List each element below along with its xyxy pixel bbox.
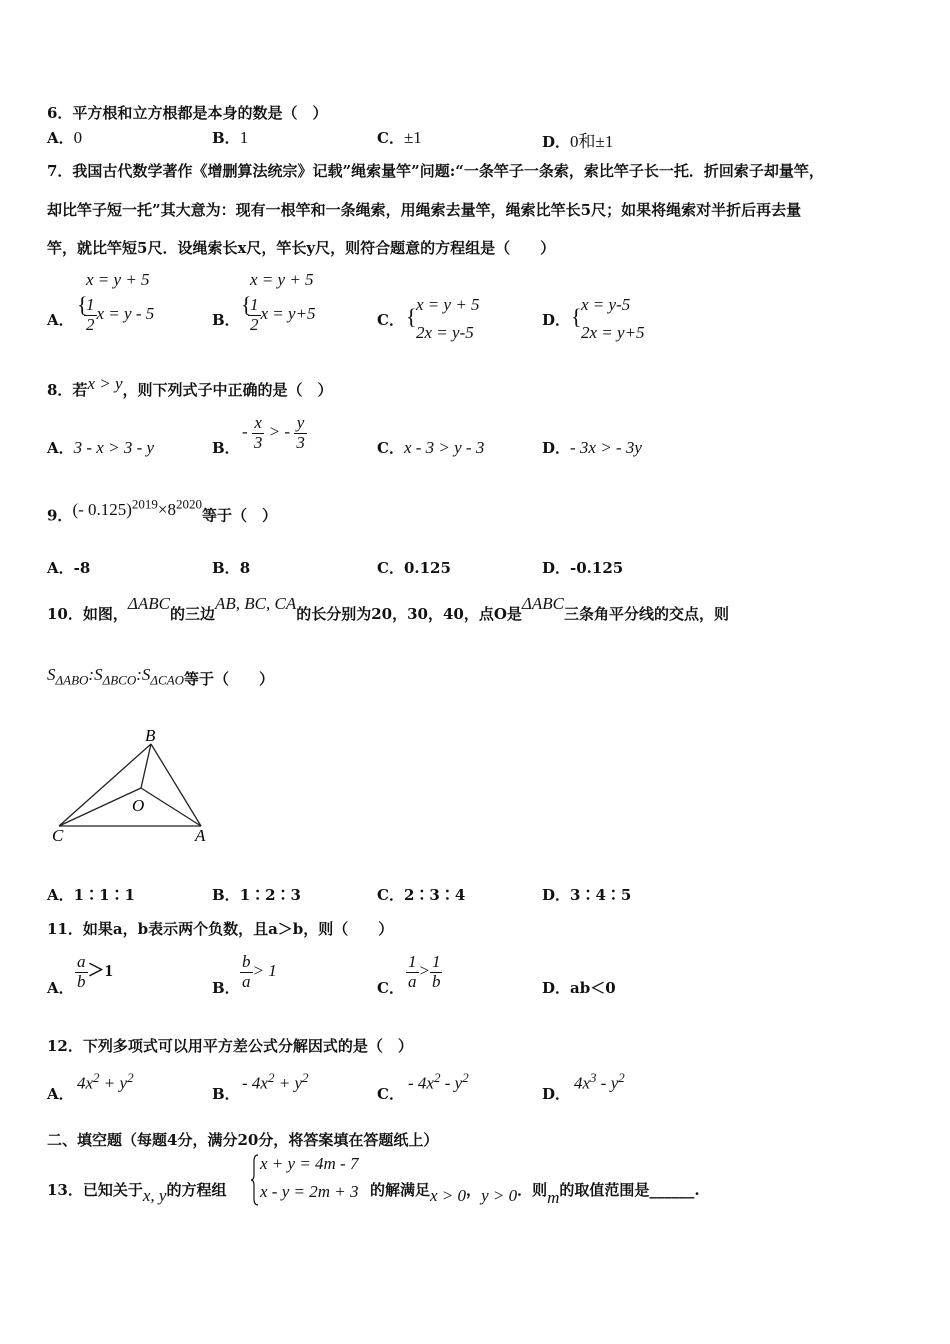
q11-option-a-label: A． (47, 979, 74, 997)
q8-option-c: C．x - 3 > y - 3 (377, 438, 485, 457)
q9-option-d: D．-0.125 (542, 559, 624, 577)
q13-system-brace (250, 1153, 260, 1207)
q7-stem-line1: 7．我国古代数学著作《增删算法统宗》记载”绳索量竿”问题:“一条竿子一条索，索比竿子长一托．折回索子却量竿， (47, 162, 824, 180)
q7-option-c-brace: { (406, 304, 417, 329)
q7-option-a-brace: { (77, 292, 88, 317)
segment-bo (141, 744, 151, 788)
q10-stem-line2: $S_{\Delta ABO}:S_{\Delta BCO}:S_{\Delta CAO}$等于（ ） (47, 665, 275, 688)
q7-option-d-brace: { (571, 304, 582, 329)
q12-option-a-expr: $4x^2 + y^2$ (77, 1070, 134, 1093)
q11-option-a-expr: $\frac{a}{b}$ ＞1 (77, 952, 113, 991)
q7-option-b-label: B． (212, 311, 240, 329)
q12-option-a-label: A． (47, 1085, 74, 1103)
q7-option-c-eq1: x = y + 5 (416, 295, 480, 314)
q9-option-a: A．-8 (47, 559, 91, 577)
q8-option-b-label: B． (212, 439, 240, 457)
q11-option-c-label: C． (377, 979, 404, 997)
q10-option-b: B．1∶2∶3 (212, 886, 301, 904)
q12-stem: 12．下列多项式可以用平方差公式分解因式的是（ ） (47, 1037, 413, 1055)
q13-stem-start: 13．已知关于x, y的方程组 (47, 1181, 227, 1205)
q12-option-d-label: D． (542, 1085, 571, 1103)
q9-stem: 9．(- $0.125)^{2019}\times 8^{2020}$等于（ ） (47, 496, 278, 525)
q6-option-c: C．±1 (377, 128, 422, 147)
q7-option-d-label: D． (542, 311, 571, 329)
q8-option-b-expr: - $\frac{x}{3}$ > - $\frac{y}{3}$ (242, 413, 305, 452)
q9-option-c: C．0.125 (377, 559, 451, 577)
segment-ba (151, 744, 201, 826)
q7-option-a-eq2: $\frac{1}{2}$ x = y - 5 (86, 295, 155, 334)
q9-option-b: B．8 (212, 559, 251, 577)
q7-option-c-eq2: 2x = y-5 (416, 323, 474, 342)
q11-option-c-expr: $\frac{1}{a}$ > $\frac{1}{b}$ (408, 952, 441, 991)
q7-option-b-eq2: $\frac{1}{2}$ x = y+5 (250, 295, 316, 334)
q7-option-b-eq1: x = y + 5 (250, 270, 314, 289)
q10-option-a: A．1∶1∶1 (47, 886, 135, 904)
q6-option-a: A．0 (47, 128, 83, 147)
q6-stem: 6．平方根和立方根都是本身的数是（ ） (47, 104, 328, 122)
q7-option-a-eq1: x = y + 5 (86, 270, 150, 289)
q11-stem: 11．如果a，b表示两个负数，且a＞b，则（ ） (47, 920, 394, 938)
q6-option-d: D．0和±1 (542, 132, 614, 151)
q10-stem-line1: 10．如图，ΔABC的三边AB, BC, CA的长分别为20，30，40，点O是ΔABC三条角平分线的交点，则 (47, 594, 730, 623)
q12-option-c-expr: - $4x^2 - y^2$ (408, 1070, 469, 1093)
q10-option-c: C．2∶3∶4 (377, 886, 466, 904)
q8-option-d: D．- 3x > - 3y (542, 438, 642, 457)
q13-eq1: x + y = 4m - 7 (260, 1154, 359, 1173)
q10-triangle-figure (45, 722, 225, 847)
q8-stem: 8．若x > y，则下列式子中正确的是（ ） (47, 374, 333, 399)
q11-option-d: D．ab＜0 (542, 979, 616, 997)
q7-option-b-brace: { (241, 292, 252, 317)
label-b: B (145, 726, 156, 745)
q7-option-a-label: A． (47, 311, 74, 329)
q13-stem-end: 的解满足x > 0，y > 0．则m的取值范围是______. (370, 1181, 700, 1207)
q11-option-b-expr: $\frac{b}{a}$ > 1 (242, 952, 277, 991)
q7-stem-line3: 竿，就比竿短5尺．设绳索长x尺，竿长y尺，则符合题意的方程组是（ ） (47, 239, 556, 257)
q7-stem-line2: 却比竿子短一托”其大意为：现有一根竿和一条绳索，用绳索去量竿，绳索比竿长5尺；如果将绳索对半折后再去量 (47, 201, 802, 219)
label-a: A (195, 826, 206, 845)
q12-option-c-label: C． (377, 1085, 404, 1103)
section-2-title: 二、填空题（每题4分，满分20分，将答案填在答题纸上） (47, 1131, 439, 1149)
q7-option-c-label: C． (377, 311, 404, 329)
q12-option-b-label: B． (212, 1085, 240, 1103)
segment-ao (141, 788, 201, 826)
q12-option-d-expr: $4x^3 - y^2$ (574, 1070, 625, 1093)
q12-option-b-expr: - $4x^2 + y^2$ (242, 1070, 309, 1093)
q7-option-d-eq2: 2x = y+5 (581, 323, 645, 342)
q11-option-b-label: B． (212, 979, 240, 997)
q8-option-a: A．3 - x > 3 - y (47, 438, 155, 457)
label-c: C (52, 826, 64, 845)
q10-option-d: D．3∶4∶5 (542, 886, 632, 904)
q7-option-d-eq1: x = y-5 (581, 295, 631, 314)
label-o: O (132, 796, 145, 815)
q13-eq2: x - y = 2m + 3 (260, 1182, 359, 1201)
q6-option-b: B．1 (212, 128, 249, 147)
segment-co (59, 788, 141, 826)
